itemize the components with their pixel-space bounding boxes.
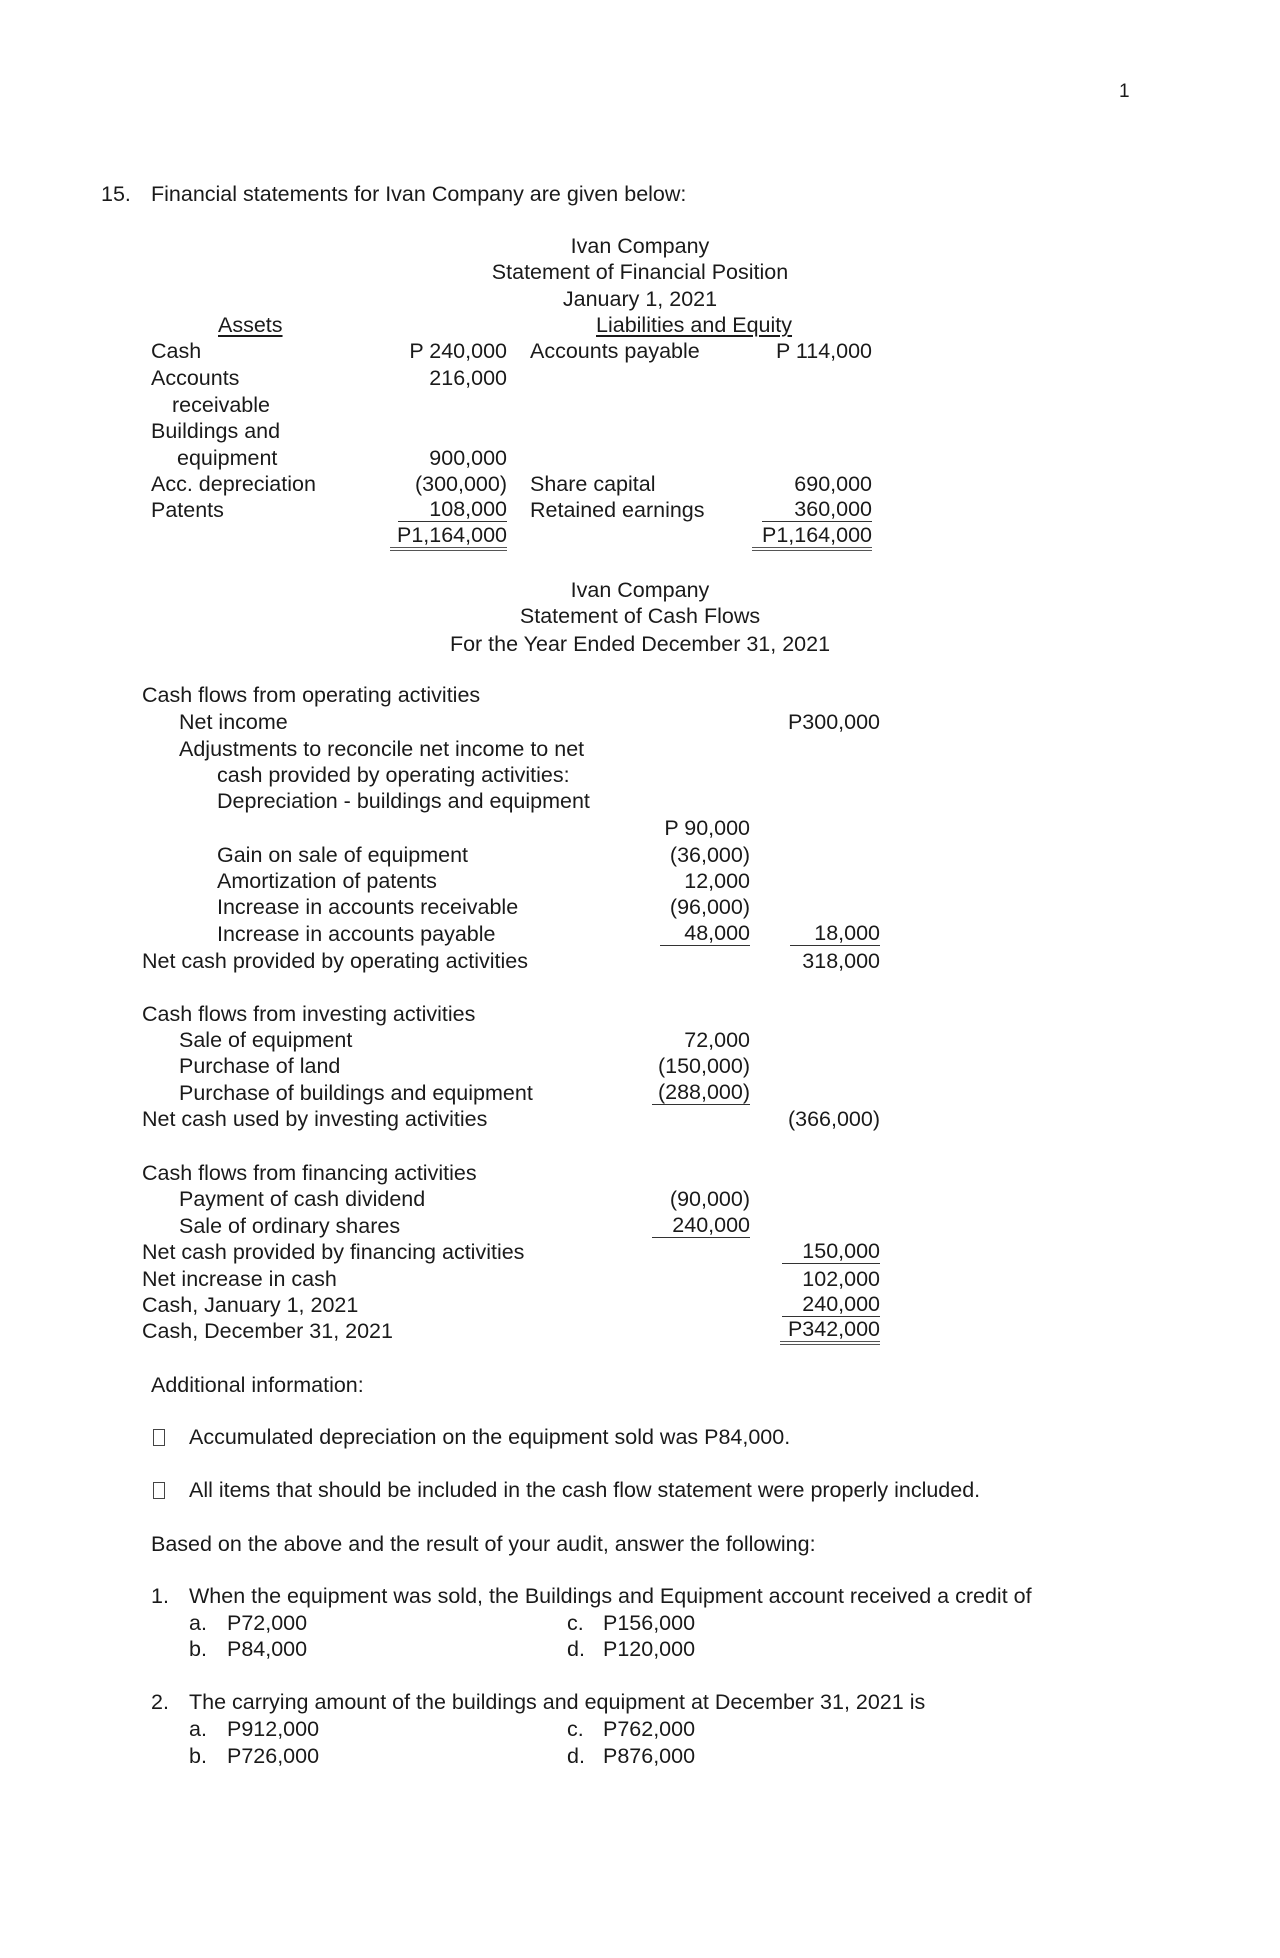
liabilities-heading: Liabilities and Equity <box>596 313 793 337</box>
option-letter: c. <box>567 1717 584 1741</box>
option-letter: b. <box>189 1744 207 1768</box>
net-income-amount: P300,000 <box>787 710 880 734</box>
asset-label: Buildings and <box>151 419 281 443</box>
option-letter: d. <box>567 1637 585 1661</box>
additional-bullet: Accumulated depreciation on the equipment sold was P84,000. <box>189 1425 791 1449</box>
cf-company: Ivan Company <box>570 578 710 602</box>
cf-item-amount: (288,000) <box>652 1080 750 1105</box>
problem-number: 15. <box>101 182 131 206</box>
question-number: 1. <box>151 1584 169 1608</box>
option-letter: a. <box>189 1717 207 1741</box>
cf-item-label: Sale of equipment <box>179 1028 353 1052</box>
cf-item-amount: 48,000 <box>660 921 750 946</box>
equity-amount: 360,000 <box>762 497 872 522</box>
cf-item-amount: P 90,000 <box>664 816 750 840</box>
additional-heading: Additional information: <box>151 1373 364 1397</box>
asset-label-cont: equipment <box>177 446 278 470</box>
problem-intro: Financial statements for Ivan Company are given below: <box>151 182 687 206</box>
cf-item-label: Purchase of buildings and equipment <box>179 1081 533 1105</box>
asset-label: Patents <box>151 498 224 522</box>
cf-item-label: Purchase of land <box>179 1054 341 1078</box>
asset-amount: P 240,000 <box>409 339 507 363</box>
option-value: P726,000 <box>227 1744 320 1768</box>
bs-title: Statement of Financial Position <box>491 260 789 284</box>
bullet-box-icon <box>153 1429 165 1446</box>
cf-item-label: Increase in accounts payable <box>217 922 496 946</box>
assets-total: P1,164,000 <box>390 524 507 551</box>
additional-bullet: All items that should be included in the cash flow statement were properly included. <box>189 1478 981 1502</box>
investing-heading: Cash flows from investing activities <box>142 1002 476 1026</box>
cash-end-amount: P342,000 <box>780 1318 880 1345</box>
asset-label-cont: receivable <box>172 393 270 417</box>
net-increase-label: Net increase in cash <box>142 1267 337 1291</box>
cf-item-label: Sale of ordinary shares <box>179 1214 401 1238</box>
net-operating-amount: 318,000 <box>802 949 880 973</box>
adjustments-total: 18,000 <box>790 921 880 946</box>
net-income-label: Net income <box>179 710 288 734</box>
option-value: P912,000 <box>227 1717 320 1741</box>
equity-amount: 690,000 <box>794 472 872 496</box>
cf-item-amount: (96,000) <box>669 895 750 919</box>
question-text: The carrying amount of the buildings and equipment at December 31, 2021 is <box>189 1690 926 1714</box>
asset-label: Cash <box>151 339 202 363</box>
option-letter: a. <box>189 1611 207 1635</box>
cf-title: Statement of Cash Flows <box>519 604 761 628</box>
adjustments-label: Adjustments to reconcile net income to net <box>179 737 585 761</box>
cf-item-label: Depreciation - buildings and equipment <box>217 789 590 813</box>
option-value: P72,000 <box>227 1611 308 1635</box>
net-investing-label: Net cash used by investing activities <box>142 1107 488 1131</box>
instruction: Based on the above and the result of your audit, answer the following: <box>151 1532 816 1556</box>
asset-label: Acc. depreciation <box>151 472 316 496</box>
cash-begin-amount: 240,000 <box>782 1292 880 1317</box>
asset-amount: 108,000 <box>398 497 507 522</box>
asset-amount: (300,000) <box>414 472 507 496</box>
question-number: 2. <box>151 1690 169 1714</box>
cf-item-label: Amortization of patents <box>217 869 437 893</box>
option-letter: c. <box>567 1611 584 1635</box>
bs-date: January 1, 2021 <box>562 287 718 311</box>
equity-label: Share capital <box>530 472 656 496</box>
bs-company: Ivan Company <box>570 234 710 258</box>
cash-end-label: Cash, December 31, 2021 <box>142 1319 393 1343</box>
page-number: 1 <box>1119 81 1130 102</box>
financing-heading: Cash flows from financing activities <box>142 1161 477 1185</box>
cf-item-amount: (90,000) <box>669 1187 750 1211</box>
cf-item-label: Gain on sale of equipment <box>217 843 468 867</box>
cf-period: For the Year Ended December 31, 2021 <box>449 632 831 656</box>
question-text: When the equipment was sold, the Buildings and Equipment account received a credit of <box>189 1584 1032 1608</box>
liability-amount: P 114,000 <box>775 339 872 363</box>
equity-label: Retained earnings <box>530 498 705 522</box>
asset-label: Accounts <box>151 366 240 390</box>
cf-item-amount: 12,000 <box>684 869 750 893</box>
liability-label: Accounts payable <box>530 339 700 363</box>
cash-begin-label: Cash, January 1, 2021 <box>142 1293 359 1317</box>
assets-heading: Assets <box>218 313 283 337</box>
option-letter: d. <box>567 1744 585 1768</box>
cf-item-amount: 240,000 <box>652 1213 750 1238</box>
net-operating-label: Net cash provided by operating activities <box>142 949 529 973</box>
cf-item-label: Increase in accounts receivable <box>217 895 519 919</box>
cf-item-label: Payment of cash dividend <box>179 1187 426 1211</box>
option-value: P876,000 <box>603 1744 696 1768</box>
asset-amount: 216,000 <box>429 366 507 390</box>
operating-heading: Cash flows from operating activities <box>142 683 481 707</box>
net-increase-amount: 102,000 <box>802 1267 880 1291</box>
net-financing-amount: 150,000 <box>782 1239 880 1264</box>
asset-amount: 900,000 <box>429 446 507 470</box>
adjustments-label-cont: cash provided by operating activities: <box>217 763 570 787</box>
bullet-box-icon <box>153 1482 165 1499</box>
option-value: P156,000 <box>603 1611 696 1635</box>
net-financing-label: Net cash provided by financing activities <box>142 1240 525 1264</box>
option-value: P84,000 <box>227 1637 308 1661</box>
option-value: P120,000 <box>603 1637 696 1661</box>
cf-item-amount: (150,000) <box>657 1054 750 1078</box>
net-investing-amount: (366,000) <box>787 1107 880 1131</box>
option-letter: b. <box>189 1637 207 1661</box>
cf-item-amount: (36,000) <box>669 843 750 867</box>
cf-item-amount: 72,000 <box>684 1028 750 1052</box>
liabilities-total: P1,164,000 <box>752 524 872 551</box>
option-value: P762,000 <box>603 1717 696 1741</box>
